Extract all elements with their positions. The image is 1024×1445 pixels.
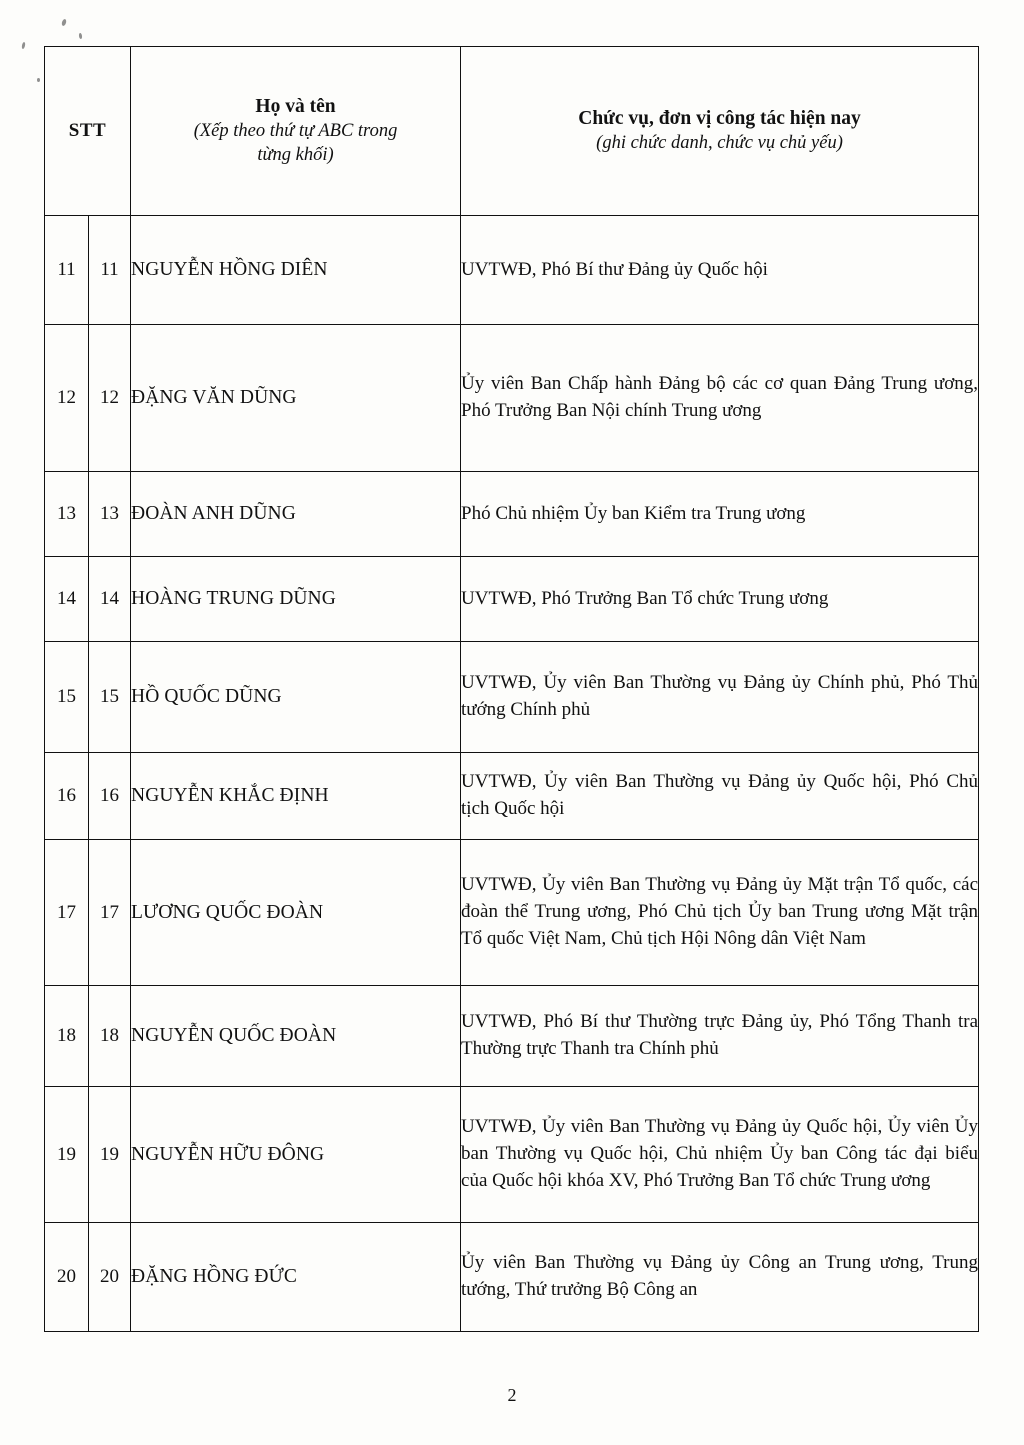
table-body [45, 216, 979, 1332]
position-line: Thường trực Thanh tra Chính phủ [461, 1038, 719, 1059]
row-index-secondary: 11 [89, 216, 131, 325]
position-line: UVTWĐ, Phó Bí thư Đảng ủy Quốc hội [461, 258, 768, 280]
person-position [461, 325, 979, 472]
row-index-secondary: 13 [89, 472, 131, 557]
row-index-primary: 20 [45, 1223, 89, 1332]
row-index-primary: 12 [45, 325, 89, 472]
person-name: NGUYỄN HỮU ĐÔNG [131, 1087, 461, 1223]
person-position [461, 472, 979, 557]
table-row [45, 1223, 979, 1332]
person-name: HỒ QUỐC DŨNG [131, 642, 461, 753]
column-header-position-subtitle: (ghi chức danh, chức vụ chủ yếu) [596, 133, 843, 154]
position-line: tướng, Thứ trưởng Bộ Công an [461, 1279, 698, 1300]
person-position [461, 840, 979, 986]
row-index-primary: 19 [45, 1087, 89, 1223]
position-line: UVTWĐ, Phó Bí thư Thường trực Đảng ủy, Phó Tổng Thanh tra [461, 1011, 979, 1033]
table-row [45, 325, 979, 472]
table-row [45, 840, 979, 986]
row-index-secondary: 12 [89, 325, 131, 472]
position-line: UVTWĐ, Phó Trưởng Ban Tổ chức Trung ương [461, 587, 829, 609]
personnel-table-container [44, 46, 978, 1332]
row-index-primary: 17 [45, 840, 89, 986]
scan-speck [61, 19, 67, 27]
table-row [45, 753, 979, 840]
row-index-primary: 15 [45, 642, 89, 753]
person-position [461, 642, 979, 753]
person-name: HOÀNG TRUNG DŨNG [131, 557, 461, 642]
position-line: Ủy viên Ban Thường vụ Đảng ủy Công an Trung ương, Trung [461, 1252, 979, 1274]
person-position [461, 557, 979, 642]
table-row [45, 472, 979, 557]
position-line: Phó Chủ nhiệm Ủy ban Kiểm tra Trung ương [461, 502, 806, 524]
position-line: UVTWĐ, Ủy viên Ban Thường vụ Đảng ủy Quốc hội, Phó Chủ [461, 771, 979, 793]
position-line: của Quốc hội khóa XV, Phó Trưởng Ban Tổ chức Trung ương [461, 1169, 931, 1191]
table-row [45, 1087, 979, 1223]
table-row [45, 557, 979, 642]
column-header-position [461, 47, 979, 216]
page-number: 2 [507, 1385, 517, 1405]
scan-speck [79, 33, 83, 39]
row-index-primary: 11 [45, 216, 89, 325]
row-index-secondary: 14 [89, 557, 131, 642]
position-line: ban Thường vụ Quốc hội, Chủ nhiệm Ủy ban Công tác đại biểu [461, 1143, 979, 1165]
row-index-primary: 14 [45, 557, 89, 642]
column-header-stt: STT [45, 47, 131, 216]
person-name: ĐẶNG HỒNG ĐỨC [131, 1223, 461, 1332]
column-header-name-subtitle: (Xếp theo thứ tự ABC trong từng khối) [193, 121, 398, 166]
position-line: đoàn thể Trung ương, Phó Chủ tịch Ủy ban Trung ương Mặt trận [461, 901, 979, 923]
row-index-secondary: 17 [89, 840, 131, 986]
position-line: Ủy viên Ban Chấp hành Đảng bộ các cơ quan Đảng Trung ương, [461, 373, 979, 395]
person-position [461, 1087, 979, 1223]
person-position [461, 216, 979, 325]
person-name: NGUYỄN QUỐC ĐOÀN [131, 986, 461, 1087]
position-line: Tổ quốc Việt Nam, Chủ tịch Hội Nông dân Việt Nam [461, 927, 866, 949]
table-row [45, 216, 979, 325]
person-name: NGUYỄN KHẮC ĐỊNH [131, 753, 461, 840]
table-header [45, 47, 979, 216]
column-header-name-title: Họ và tên [255, 95, 336, 117]
position-line: UVTWĐ, Ủy viên Ban Thường vụ Đảng ủy Chính phủ, Phó Thủ [461, 672, 979, 694]
row-index-secondary: 15 [89, 642, 131, 753]
column-header-position-title: Chức vụ, đơn vị công tác hiện nay [578, 107, 861, 129]
person-name: ĐẶNG VĂN DŨNG [131, 325, 461, 472]
row-index-secondary: 19 [89, 1087, 131, 1223]
person-name: ĐOÀN ANH DŨNG [131, 472, 461, 557]
row-index-secondary: 16 [89, 753, 131, 840]
person-position [461, 753, 979, 840]
position-line: UVTWĐ, Ủy viên Ban Thường vụ Đảng ủy Mặt trận Tổ quốc, các [461, 874, 979, 896]
header-row [45, 47, 979, 216]
person-name: LƯƠNG QUỐC ĐOÀN [131, 840, 461, 986]
personnel-table [44, 46, 979, 1332]
table-row [45, 986, 979, 1087]
position-line: UVTWĐ, Ủy viên Ban Thường vụ Đảng ủy Quốc hội, Ủy viên Ủy [461, 1116, 979, 1138]
position-line: tướng Chính phủ [461, 699, 591, 720]
scan-speck [37, 78, 40, 82]
person-position [461, 986, 979, 1087]
row-index-primary: 18 [45, 986, 89, 1087]
scan-speck [21, 42, 25, 49]
column-header-name [131, 47, 461, 216]
row-index-secondary: 20 [89, 1223, 131, 1332]
person-name: NGUYỄN HỒNG DIÊN [131, 216, 461, 325]
row-index-primary: 13 [45, 472, 89, 557]
row-index-primary: 16 [45, 753, 89, 840]
row-index-secondary: 18 [89, 986, 131, 1087]
position-line: Phó Trưởng Ban Nội chính Trung ương [461, 400, 762, 421]
position-line: tịch Quốc hội [461, 798, 565, 819]
table-row [45, 642, 979, 753]
person-position [461, 1223, 979, 1332]
